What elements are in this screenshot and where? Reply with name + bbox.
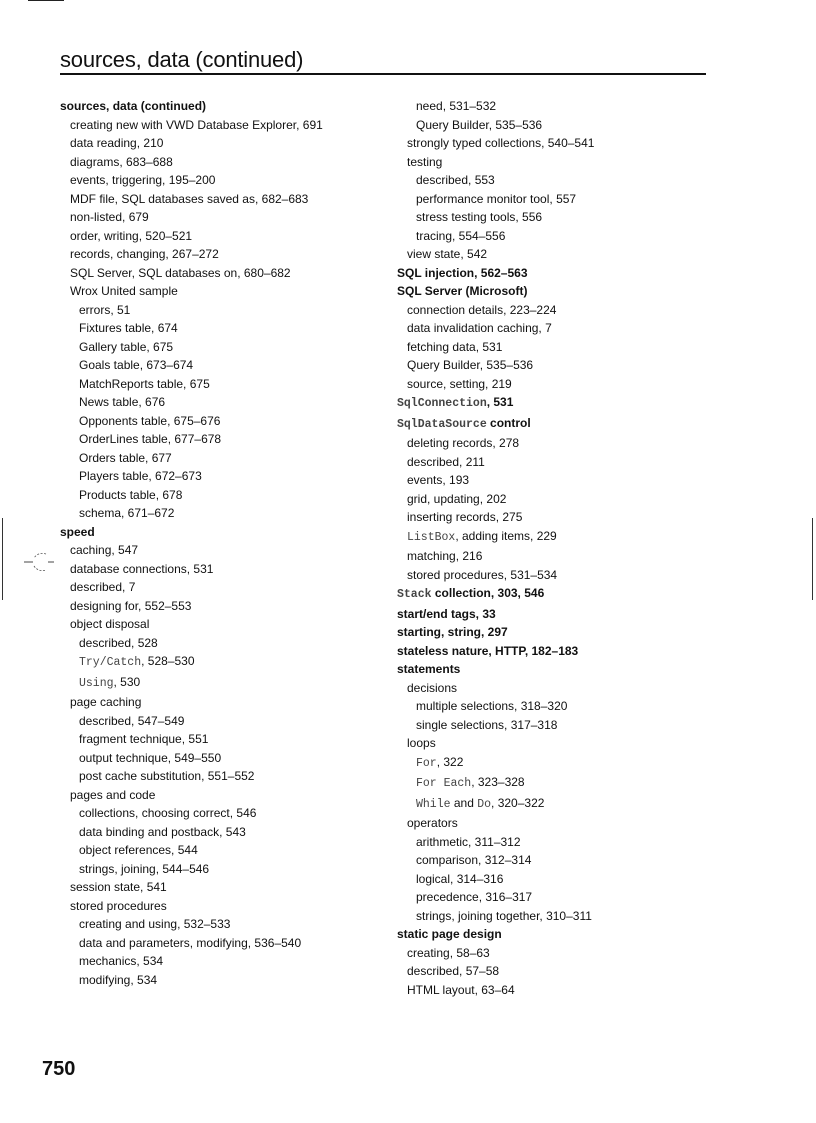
entry-text: data and parameters, modifying, 536–540 (79, 935, 302, 950)
index-subsubentry (60, 504, 390, 523)
index-subsubentry (60, 767, 390, 786)
code-term: For Each (416, 777, 472, 790)
index-subentry (60, 227, 390, 246)
entry-text: MatchReports table, 675 (79, 376, 210, 391)
entry-text: deleting records, 278 (407, 436, 520, 450)
index-subentry (397, 962, 727, 981)
entry-text: , adding items, 229 (455, 528, 557, 543)
entry-text: Fixtures table, 674 (79, 321, 178, 335)
entry-text: events, 193 (407, 473, 470, 487)
index-subentry (60, 578, 390, 597)
index-column-left (60, 97, 390, 989)
index-subentry (60, 615, 390, 634)
entry-text: Opponents table, 675–676 (79, 413, 221, 428)
index-subentry (397, 566, 727, 585)
entry-text: Players table, 672–673 (79, 469, 202, 483)
index-heading (397, 414, 727, 435)
index-subsubentry (60, 841, 390, 860)
index-subentry (60, 541, 390, 560)
entry-text: arithmetic, 311–312 (416, 834, 521, 849)
entry-text: pages and code (70, 787, 156, 802)
index-subentry (397, 434, 727, 453)
entry-text: tracing, 554–556 (416, 228, 506, 243)
index-heading (397, 393, 727, 414)
entry-text: strings, joining together, 310–311 (416, 908, 592, 923)
entry-text: , 320–322 (491, 795, 545, 810)
entry-text: grid, updating, 202 (407, 491, 507, 506)
entry-text: fetching data, 531 (407, 339, 503, 354)
index-subentry (397, 471, 727, 490)
entry-text: collection, 303, 546 (431, 586, 545, 600)
entry-text: need, 531–532 (416, 99, 497, 113)
index-heading (397, 584, 727, 605)
entry-text: start/end tags, 33 (397, 606, 496, 621)
entry-text: News table, 676 (79, 395, 166, 409)
entry-text: logical, 314–316 (416, 871, 504, 886)
code-term: For (416, 756, 437, 770)
entry-text: stored procedures (70, 898, 167, 913)
entry-text: order, writing, 520–521 (70, 228, 193, 243)
entry-text: described, 57–58 (407, 964, 500, 978)
entry-text: collections, choosing correct, 546 (79, 806, 257, 820)
index-subentry (397, 153, 727, 172)
index-subsubentry (397, 870, 727, 889)
page-number: 750 (42, 1058, 76, 1080)
entry-text: creating, 58–63 (407, 945, 490, 960)
index-heading (397, 623, 727, 642)
registration-mark-icon (24, 548, 54, 576)
index-subsubentry (397, 794, 727, 815)
entry-text: object references, 544 (79, 843, 198, 857)
index-subsubentry (60, 934, 390, 953)
entry-text: Orders table, 677 (79, 450, 172, 465)
entry-text: strongly typed collections, 540–541 (407, 136, 595, 150)
index-subsubentry (397, 907, 727, 926)
index-heading (60, 523, 390, 542)
index-subentry (397, 453, 727, 472)
entry-text: modifying, 534 (79, 972, 158, 987)
entry-text: sources, data (continued) (60, 99, 207, 113)
index-subentry (60, 190, 390, 209)
index-subsubentry (60, 823, 390, 842)
index-subentry (397, 944, 727, 963)
index-subsubentry (60, 749, 390, 768)
entry-text: view state, 542 (407, 247, 488, 261)
index-subsubentry (397, 171, 727, 190)
entry-text: strings, joining, 544–546 (79, 861, 210, 876)
entry-text: comparison, 312–314 (416, 853, 532, 867)
index-subentry (60, 171, 390, 190)
entry-text: described, 547–549 (79, 713, 185, 728)
index-subsubentry (397, 697, 727, 716)
index-heading (397, 282, 727, 301)
code-term: Try/Catch (79, 656, 142, 669)
index-subentry (60, 208, 390, 227)
entry-text: , 323–328 (471, 775, 525, 789)
index-column-right (397, 97, 727, 999)
entry-text: single selections, 317–318 (416, 717, 558, 732)
index-subsubentry (60, 673, 390, 694)
index-subentry (397, 508, 727, 527)
entry-text: described, 7 (70, 580, 136, 594)
entry-text: designing for, 552–553 (70, 598, 192, 613)
entry-text: OrderLines table, 677–678 (79, 432, 222, 446)
index-subentry (60, 264, 390, 283)
code-term: Do (477, 797, 492, 811)
entry-text: object disposal (70, 617, 150, 631)
index-subsubentry (397, 851, 727, 870)
index-subentry (60, 897, 390, 916)
entry-text: control (486, 415, 531, 430)
index-subsubentry (60, 393, 390, 412)
index-subsubentry (60, 804, 390, 823)
index-subsubentry (60, 319, 390, 338)
index-subsubentry (397, 190, 727, 209)
index-subsubentry (60, 634, 390, 653)
entry-text: precedence, 316–317 (416, 890, 533, 904)
index-subsubentry (60, 860, 390, 879)
code-term: ListBox (407, 530, 456, 544)
index-subentry (60, 282, 390, 301)
index-subentry (397, 527, 727, 548)
entry-text: testing (407, 154, 443, 169)
code-term: While (416, 797, 451, 811)
entry-text: page caching (70, 695, 142, 709)
entry-text: inserting records, 275 (407, 510, 523, 524)
entry-text: performance monitor tool, 557 (416, 191, 577, 206)
entry-text: SQL injection, 562–563 (397, 265, 528, 280)
index-subentry (397, 338, 727, 357)
index-subsubentry (60, 375, 390, 394)
entry-text: speed (60, 524, 95, 539)
entry-text: described, 211 (407, 454, 485, 469)
index-heading (397, 660, 727, 679)
crop-mark-top (28, 0, 64, 1)
index-subsubentry (397, 773, 727, 794)
entry-text: non-listed, 679 (70, 210, 149, 224)
index-subentry (60, 116, 390, 135)
entry-text: loops (407, 736, 436, 750)
entry-text: schema, 671–672 (79, 506, 175, 520)
entry-text: and (450, 795, 478, 810)
index-subsubentry (60, 952, 390, 971)
index-subsubentry (60, 338, 390, 357)
entry-text: connection details, 223–224 (407, 302, 557, 317)
index-subsubentry (397, 97, 727, 116)
binding-edge-right (812, 518, 813, 600)
index-subsubentry (397, 753, 727, 774)
entry-text: caching, 547 (70, 543, 139, 557)
index-subsubentry (60, 971, 390, 990)
index-subentry (60, 786, 390, 805)
entry-text: creating new with VWD Database Explorer, 691 (70, 117, 323, 132)
index-subsubentry (397, 227, 727, 246)
index-heading (397, 925, 727, 944)
index-subsubentry (60, 712, 390, 731)
entry-text: Query Builder, 535–536 (407, 358, 534, 372)
entry-text: stateless nature, HTTP, 182–183 (397, 643, 579, 658)
entry-text: , 528–530 (141, 654, 195, 668)
entry-text: data binding and postback, 543 (79, 824, 246, 839)
index-subentry (397, 547, 727, 566)
index-subentry (397, 679, 727, 698)
index-subsubentry (60, 356, 390, 375)
entry-text: data invalidation caching, 7 (407, 321, 552, 335)
code-term: SqlConnection (397, 397, 487, 410)
index-subentry (397, 490, 727, 509)
entry-text: records, changing, 267–272 (70, 247, 219, 261)
entry-text: matching, 216 (407, 549, 483, 563)
index-heading (397, 264, 727, 283)
entry-text: fragment technique, 551 (79, 732, 209, 746)
index-subsubentry (60, 430, 390, 449)
entry-text: static page design (397, 927, 502, 941)
index-subentry (60, 245, 390, 264)
entry-text: creating and using, 532–533 (79, 917, 231, 931)
entry-text: stored procedures, 531–534 (407, 567, 558, 582)
index-subsubentry (397, 208, 727, 227)
entry-text: operators (407, 816, 458, 830)
entry-text: SQL Server (Microsoft) (397, 284, 528, 298)
entry-text: , 322 (436, 754, 464, 769)
entry-text: described, 553 (416, 173, 495, 187)
index-subentry (397, 981, 727, 1000)
index-subsubentry (397, 116, 727, 135)
entry-text: events, triggering, 195–200 (70, 173, 216, 187)
entry-text: starting, string, 297 (397, 625, 508, 639)
entry-text: , 531 (486, 395, 514, 409)
index-subsubentry (60, 449, 390, 468)
code-term: Stack (397, 588, 432, 601)
index-subentry (397, 375, 727, 394)
header-rule (60, 73, 706, 75)
index-subsubentry (60, 467, 390, 486)
index-subentry (397, 319, 727, 338)
index-subsubentry (60, 915, 390, 934)
index-heading (397, 642, 727, 661)
index-subentry (60, 560, 390, 579)
entry-text: database connections, 531 (70, 561, 214, 576)
index-subentry (60, 134, 390, 153)
entry-text: post cache substitution, 551–552 (79, 769, 255, 783)
entry-text: session state, 541 (70, 880, 167, 894)
index-subentry (60, 597, 390, 616)
entry-text: , 530 (113, 674, 141, 689)
index-subsubentry (397, 716, 727, 735)
index-subsubentry (397, 888, 727, 907)
entry-text: described, 528 (79, 635, 158, 650)
index-subentry (60, 153, 390, 172)
entry-text: stress testing tools, 556 (416, 210, 543, 224)
entry-text: multiple selections, 318–320 (416, 699, 568, 713)
entry-text: mechanics, 534 (79, 954, 164, 968)
index-subsubentry (60, 652, 390, 673)
binding-edge-left (2, 518, 3, 600)
index-subentry (397, 134, 727, 153)
index-subentry (397, 356, 727, 375)
index-subsubentry (60, 730, 390, 749)
entry-text: output technique, 549–550 (79, 750, 222, 765)
index-subentry (397, 301, 727, 320)
entry-text: Products table, 678 (79, 487, 183, 502)
index-subentry (397, 814, 727, 833)
entry-text: Gallery table, 675 (79, 339, 174, 354)
index-subentry (60, 693, 390, 712)
entry-text: decisions (407, 680, 458, 695)
index-subentry (60, 878, 390, 897)
index-subsubentry (397, 833, 727, 852)
index-subsubentry (60, 412, 390, 431)
entry-text: diagrams, 683–688 (70, 154, 173, 169)
entry-text: Goals table, 673–674 (79, 358, 194, 372)
index-subsubentry (60, 301, 390, 320)
index-heading (60, 97, 390, 116)
code-term: SqlDataSource (397, 417, 487, 431)
page-header-title: sources, data (continued) (60, 47, 304, 72)
entry-text: HTML layout, 63–64 (407, 982, 515, 997)
index-subentry (397, 245, 727, 264)
entry-text: source, setting, 219 (407, 376, 512, 391)
entry-text: SQL Server, SQL databases on, 680–682 (70, 265, 291, 280)
entry-text: statements (397, 662, 461, 676)
entry-text: MDF file, SQL databases saved as, 682–683 (70, 191, 309, 206)
index-subsubentry (60, 486, 390, 505)
index-heading (397, 605, 727, 624)
entry-text: data reading, 210 (70, 136, 164, 150)
code-term: Using (79, 676, 114, 690)
entry-text: Wrox United sample (70, 284, 178, 298)
entry-text: errors, 51 (79, 302, 131, 317)
index-subentry (397, 734, 727, 753)
entry-text: Query Builder, 535–536 (416, 117, 543, 132)
